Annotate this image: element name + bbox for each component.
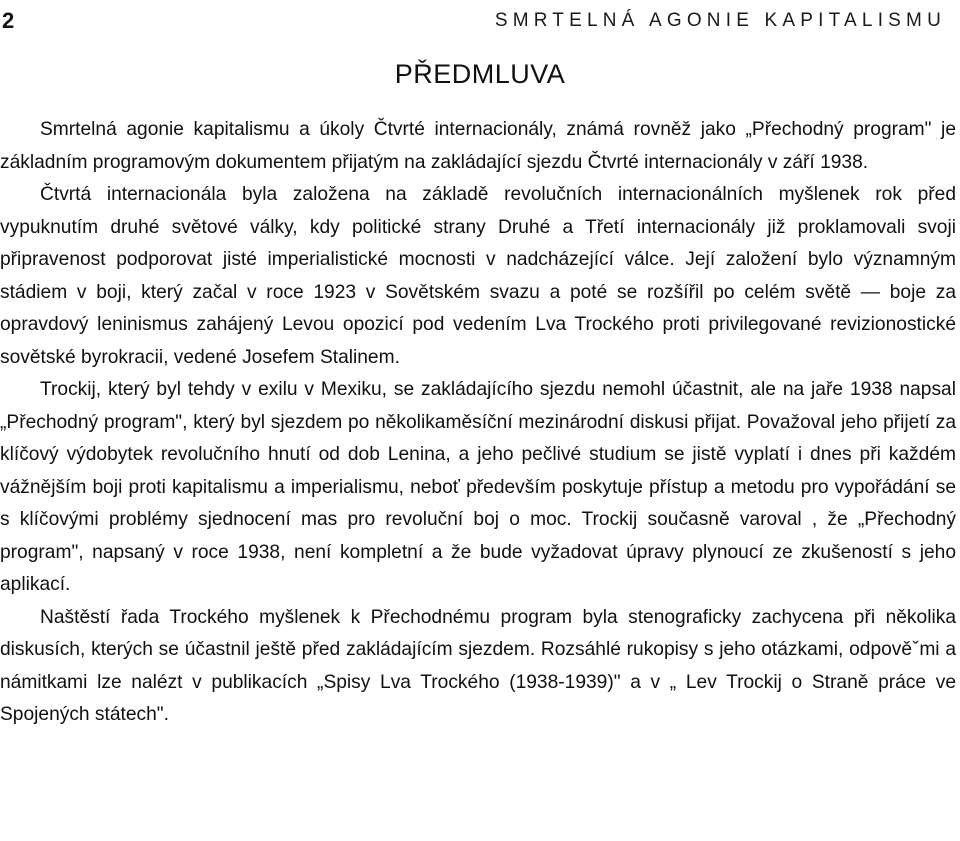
section-title: PŘEDMLUVA xyxy=(394,59,566,89)
page-number: 2 xyxy=(2,8,15,33)
paragraph: Trockij, který byl tehdy v exilu v Mexiku, se zakládajícího sjezdu nemohl účastnit, ale na jaře 1938 napsal „Přechodný program", který byl sjezdem po několikaměsíční mezinárodní diskusi přijat. Považoval jeho přijetí za klíčový výdobytek revolučního hnutí od dob Lenina, a jeho pečlivé studium se jistě vyplatí i dnes při každém vážnějším boji proti kapitalismu a imperialismu, neboť především poskytuje přístup a metodu pro vypořádání se s klíčovými problémy sjednocení mas pro revoluční boj o moc. Trockij současně varoval , že „Přechodný program", napsaný v roce 1938, není kompletní a že bude vyžadovat úpravy plynoucí ze zkušeností s jeho aplikací. xyxy=(0,379,956,595)
paragraph: Čtvrtá internacionála byla založena na základě revolučních internacionálních myšlenek rok před vypuknutím druhé světové války, kdy politické strany Druhé a Třetí internacionály již proklamovali svoji připravenost podporovat jisté imperialistické mocnosti v nadcházející válce. Její založení bylo významným stádiem v boji, který začal v roce 1923 v Sovětském svazu a poté se rozšířil po celém světě — boje za opravdový leninismus zahájený Levou opozicí pod vedením Lva Trockého proti privilegované revizionostické sovětské byrokracii, vedené Josefem Stalinem. xyxy=(0,184,956,368)
running-header-title: SMRTELNÁ AGONIE KAPITALISMU xyxy=(494,10,946,31)
body-text xyxy=(0,114,956,732)
paragraph: Naštěstí řada Trockého myšlenek k Přechodnému program byla stenograficky zachycena při několika diskusích, kterých se účastnil ještě před zakládajícím sjezdem. Rozsáhlé rukopisy s jeho otázkami, odpověˇmi a námitkami lze nalézt v publikacích „Spisy Lva Trockého (1938-1939)" a v „ Lev Trockij o Straně práce ve Spojených státech". xyxy=(0,606,956,725)
paragraph: Smrtelná agonie kapitalismu a úkoly Čtvrté internacionály, známá rovněž jako „Přechodný program" je základním programovým dokumentem přijatým na zakládající sjezdu Čtvrté internacionály v září 1938. xyxy=(0,119,956,173)
